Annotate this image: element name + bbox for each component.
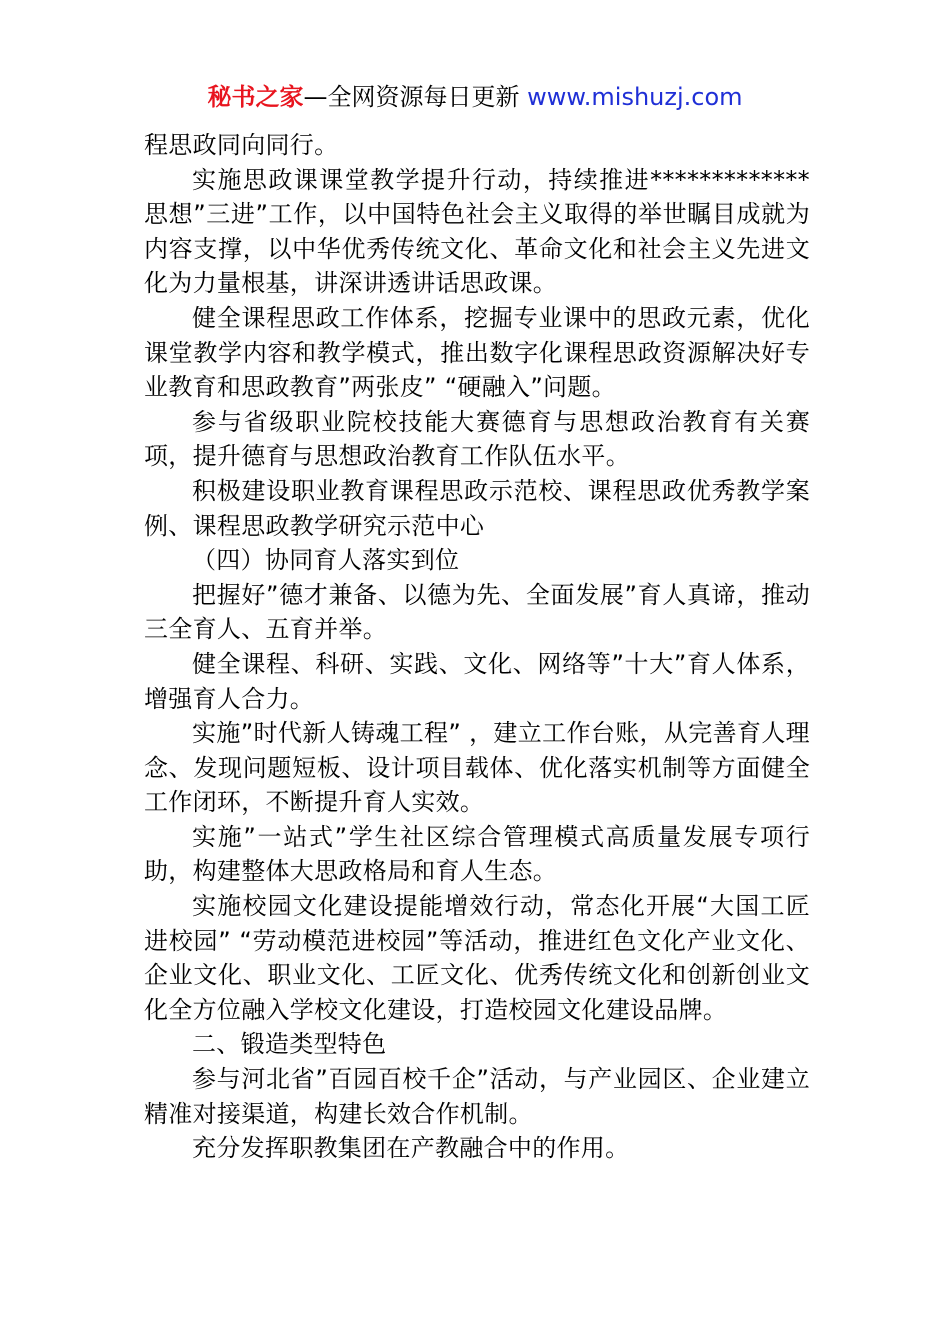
document-body	[144, 128, 810, 1166]
brand-name: 秘书之家	[207, 83, 304, 111]
section-heading: （四）协同育人落实到位	[192, 546, 460, 575]
paragraph: 实施”时代新人铸魂工程” ，建立工作台账，从完善育人理念、发现问题短板、设计项目载体、优化落实机制等方面健全工作闭环，不断提升育人实效。	[144, 719, 810, 817]
paragraph: 把握好”德才兼备、以德为先、全面发展”育人真谛，推动三全育人、五育并举。	[144, 580, 810, 644]
paragraph: 充分发挥职教集团在产教融合中的作用。	[192, 1134, 630, 1163]
paragraph: 实施”一站式”学生社区综合管理模式高质量发展专项行助，构建整体大思政格局和育人生态。	[144, 822, 810, 886]
paragraph: 健全课程思政工作体系，挖掘专业课中的思政元素，优化课堂教学内容和教学模式，推出数字化课程思政资源解决好专业教育和思政教育”两张皮” “硬融入”问题。	[144, 303, 810, 402]
paragraph: 参与河北省”百园百校千企”活动，与产业园区、企业建立精准对接渠道，构建长效合作机制。	[144, 1065, 810, 1128]
header-tagline: —全网资源每日更新	[303, 83, 520, 111]
paragraph: 积极建设职业教育课程思政示范校、课程思政优秀教学案例、课程思政教学研究示范中心	[144, 476, 810, 540]
section-heading: 二、锻造类型特色	[192, 1030, 387, 1059]
paragraph: 程思政同向同行。	[144, 131, 339, 159]
site-url-link[interactable]: www.mishuzj.com	[527, 83, 743, 111]
site-header	[0, 80, 950, 114]
paragraph: 实施校园文化建设提能增效行动，常态化开展“大国工匠进校园” “劳动模范进校园”等活动，推进红色文化产业文化、企业文化、职业文化、工匠文化、优秀传统文化和创新创业文化全方位融入学校文化建设，打造校园文化建设品牌。	[144, 892, 810, 1024]
paragraph: 实施思政课课堂教学提升行动，持续推进*************思想”三进”工作，以中国特色社会主义取得的举世瞩目成就为内容支撑，以中华优秀传统文化、革命文化和社会主义先进文化为力量根基，讲深讲透讲话思政课。	[144, 165, 810, 298]
paragraph: 参与省级职业院校技能大赛德育与思想政治教育有关赛项，提升德育与思想政治教育工作队伍水平。	[144, 407, 810, 471]
paragraph: 健全课程、科研、实践、文化、网络等”十大”育人体系，增强育人合力。	[144, 649, 810, 713]
